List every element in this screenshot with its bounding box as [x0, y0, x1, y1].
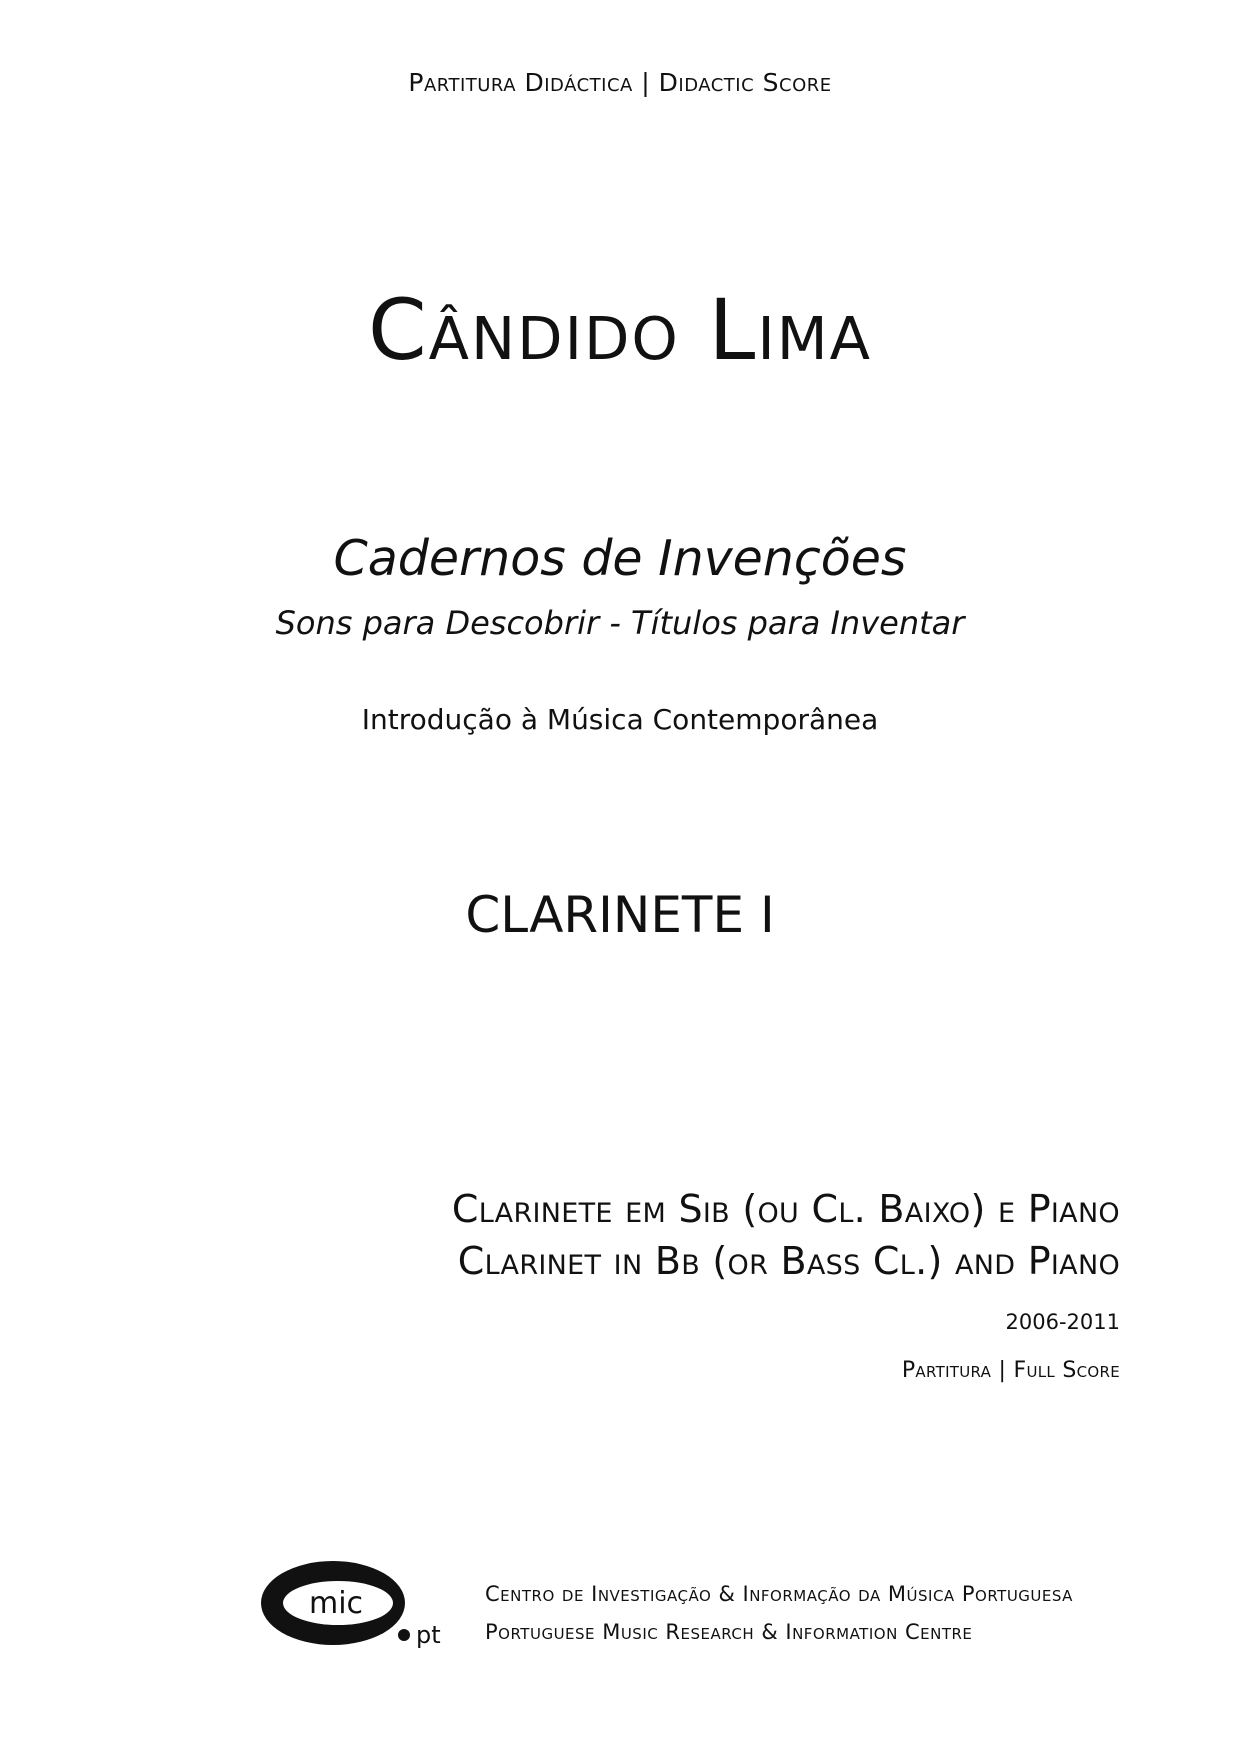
logo-mic-text: mic: [308, 1586, 364, 1621]
composition-years: 2006-2011: [1005, 1310, 1120, 1334]
footer-line-portuguese: Centro de Investigação & Informação da Música Portuguesa: [485, 1582, 1073, 1606]
part-name: CLARINETE I: [465, 886, 775, 944]
logo-pt-text: pt: [416, 1621, 441, 1649]
work-intro: Introdução à Música Contemporânea: [361, 703, 879, 736]
composer-name: Cândido Lima: [367, 281, 873, 379]
footer-line-english: Portuguese Music Research & Information Centre: [485, 1620, 973, 1644]
work-subtitle: Sons para Descobrir - Títulos para Inventar: [275, 604, 965, 642]
logo-dot: [398, 1629, 410, 1641]
instrumentation-portuguese: Clarinete em Sib (ou Cl. Baixo) e Piano: [451, 1187, 1120, 1231]
work-title: Cadernos de Invenções: [333, 530, 907, 587]
document-header: Partitura Didáctica | Didactic Score: [408, 68, 832, 97]
score-type: Partitura | Full Score: [901, 1358, 1120, 1383]
instrumentation-english: Clarinet in Bb (or Bass Cl.) and Piano: [457, 1239, 1120, 1283]
mic-logo: [258, 1555, 458, 1655]
